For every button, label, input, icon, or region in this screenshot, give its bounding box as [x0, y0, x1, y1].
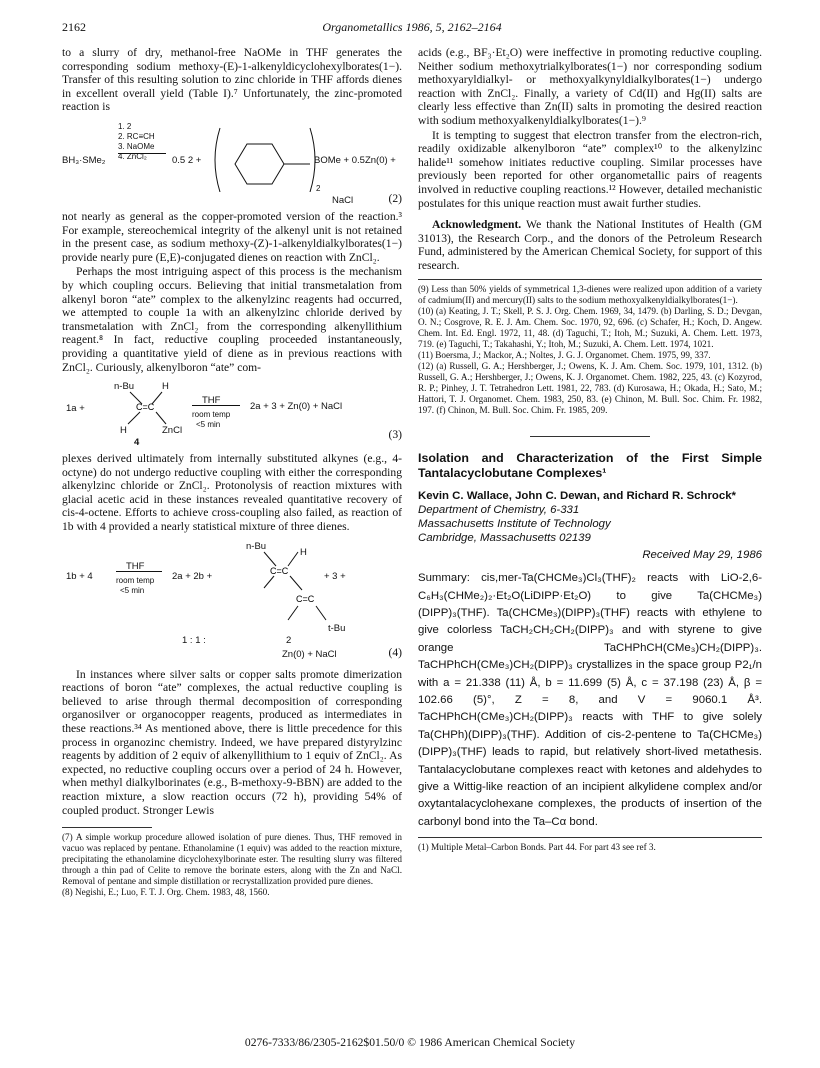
- paragraph: not nearly as general as the copper-promoted version of the reaction.³ For example, stereochemical integrity of the alkenyl unit is not retained in the present case, as sodium methoxy-(Z)-1-alkenyldialkylborates(1−) provide nearly pure (E,E)-conjugated dienes on reaction with ZnCl₂.: [62, 209, 402, 264]
- footnote: (8) Negishi, E.; Luo, F. T. J. Org. Chem. 1983, 48, 1560.: [62, 887, 270, 898]
- article-title: Isolation and Characterization of the First Simple Tantalacyclobutane Complexes¹: [418, 450, 762, 480]
- step: 2. RC≡CH: [118, 131, 155, 141]
- received-date: Received May 29, 1986: [642, 548, 762, 561]
- equation-4: [62, 540, 402, 658]
- eq4-mid: 2a + 2b +: [172, 570, 213, 582]
- equation-number: (4): [388, 645, 402, 659]
- eq2-reagent: BH₃·SMe₂: [62, 154, 106, 166]
- affiliation: Department of Chemistry, 6-331: [418, 503, 580, 516]
- ratio-value: 2: [286, 634, 292, 646]
- eq2-subscript: 2: [316, 183, 321, 193]
- article-summary: Summary: cis,mer-Ta(CHCMe₃)Cl₃(THF)₂ reacts with LiO-2,6-C₆H₃(CHMe₂)₂·Et₂O(LiDIPP·Et₂O) to give Ta(CHCMe₃)(DIPP)₃(THF). Ta(CHCMe₃)(DIPP)₃(THF) reacts with ethylene to give colorless TaCH₂CH₂CH₂(DIPP)₃ and with styrene to give orange TaCHPhCH(CMe₃)CH₂(DIPP)₃. TaCHPhCH(CMe₃)CH₂(DIPP)₃ crystallizes in the space group P2₁/n with a = 21.338 (11) Å, b = 11.699 (5) Å, c = 37.198 (23) Å, β = 102.66 (5)°, Z = 8, and V = 9060.1 Å³. TaCHPhCH(CMe₃)CH₂(DIPP)₃ reacts with THF to give solely Ta(CHPh)(DIPP)₃(THF). Addition of cis-2-pentene to Ta(CHCMe₃)(DIPP)₃(THF) leads to rapid, but relatively short-lived metathesis. Tantalacyclobutane complexes react with ketones and aldehydes to give a Wittig-like reaction of an incipient alkylidene complex and/or oxytantalacyclohexane complexes, the products of insertion of the carbonyl bond into the Ta–Cα bond.: [418, 572, 762, 828]
- h-label: H: [120, 425, 127, 437]
- eq4-plus3: + 3 +: [324, 570, 346, 582]
- condition-time: <5 min: [196, 420, 221, 430]
- zncl-label: ZnCl: [162, 425, 183, 437]
- n-butyl-label: n-Bu: [114, 381, 135, 393]
- right-column: [418, 46, 762, 853]
- diene-structure: [250, 548, 340, 628]
- h-label: H: [300, 546, 307, 558]
- footnote-divider: [62, 827, 152, 828]
- footnote: (12) (a) Russell, G. A.; Hershberger, J.; Owens, K. J. Am. Chem. Soc. 1979, 101, 1312. (b) Russell, G. A.; Hershberger, J.; Owens, K. J. Organomet. Chem. 1982, 225, 43. (c) Kozyrod, R. P.; Pinhey, J. T. Tetrahedron Lett. 1981, 22, 783. (d) Kurosawa, H.; Okada, H.; Sato, M.; Hattori, T. J. Organomet. Chem. 1983, 250, 83. (e) Chinon, M. Bull. Soc. Chim. Fr. 1982, 197. (f) Chinon, M. Bull. Soc. Chim. Fr. 1985, 209.: [418, 360, 762, 415]
- solvent: THF: [126, 560, 145, 572]
- paragraph: to a slurry of dry, methanol-free NaOMe in THF generates the corresponding sodium methoxy-(E)-1-alkenyldicyclohexylborates(1−). Transfer of this resulting solution to zinc chloride in THF affords dienes in excellent overall yield (Table I).⁷ Unfortunately, the zinc-promoted reaction is: [62, 46, 402, 114]
- page-footer: 0276-7333/86/2305-2162$01.50/0 © 1986 American Chemical Society: [244, 1036, 576, 1049]
- equation-number: (3): [388, 428, 402, 442]
- eq2-mid: 0.5 2 +: [172, 154, 202, 166]
- eq2-rhs: BOMe + 0.5Zn(0) +: [314, 154, 396, 166]
- acknowledgment-text: We thank the National Institutes of Health (GM 31013), the Research Corp., and the donors of the Petroleum Research Fund, administered by the American Chemical Society, for support of this research.: [418, 218, 762, 272]
- footnote-divider: [418, 837, 762, 838]
- left-column: [62, 46, 402, 898]
- compound-4-label: 4: [134, 437, 140, 449]
- equation-2: [62, 120, 402, 204]
- eq4-tail: Zn(0) + NaCl: [282, 648, 337, 660]
- footnote: (7) A simple workup procedure allowed isolation of pure dienes. Thus, THF removed in vacuo was replaced by pentane. Ethanolamine (1 equiv) was added to the reaction mixture, precipitating the ethanolamine dicyclohexylborinate ester. The resulting slurry was filtered through a thin pad of Celite to remove the borinate esters, along with the Zn and NaCl. Removal of pentane and simple distillation or recrystallization provided pure dienes.: [62, 832, 402, 887]
- condition-time: <5 min: [120, 585, 145, 595]
- eq4-lhs: 1b + 4: [66, 570, 93, 582]
- page-number: 2162: [62, 20, 86, 34]
- footnotes: [418, 284, 762, 416]
- n-butyl-label: n-Bu: [246, 540, 267, 552]
- footnote: (11) Boersma, J.; Mackor, A.; Noltes, J. G. J. Organomet. Chem. 1975, 99, 337.: [418, 349, 711, 360]
- footnote: (10) (a) Keating, J. T.; Skell, P. S. J. Org. Chem. 1969, 34, 1479. (b) Darling, S. D.; Devgan, O. N.; Cosgrove, R. E. J. Am. Chem. Soc. 1970, 92, 696. (c) Schafer, H.; Koch, D. Angew. Chem. Int. Ed. Engl. 1972, 11, 48. (d) Taguchi, T.; Itoh, M.; Suzuki, A. Chem. Lett. 1973, 719. (e) Taguchi, T.; Takahashi, Y.; Itoh, M.; Suzuki, A. Chem. Lett. 1974, 1021.: [418, 305, 762, 349]
- dicyclohexyl-structure: [212, 122, 322, 192]
- paragraph: acids (e.g., BF₃·Et₂O) were ineffective in promoting reductive coupling. Neither sodium methoxytrialkylborates(1−) nor corresponding sodium methoxyaryldialkyl- or methoxyalkynyldialkylborates(1−) undergo reaction with ZnCl₂. Finally, a variety of Cd(II) and Hg(II) salts are clearly less effective than Zn(II) salts in promoting the desired reaction with sodium methoxyalkenyldialkylborates(1−).⁹: [418, 46, 762, 127]
- journal-citation: Organometallics 1986, 5, 2162–2164: [322, 20, 502, 34]
- eq2-steps: [118, 122, 155, 162]
- step: 1. 2: [118, 121, 132, 131]
- solvent: THF: [202, 395, 221, 407]
- footnote-divider: [418, 279, 762, 280]
- affiliation: Massachusetts Institute of Technology: [418, 517, 611, 530]
- footnotes: [418, 842, 762, 853]
- t-butyl-label: t-Bu: [328, 622, 346, 634]
- eq3-lhs: 1a +: [66, 403, 85, 415]
- step: 4. ZnCl₂: [118, 151, 147, 161]
- equation-number: (2): [388, 191, 402, 205]
- footnote: (9) Less than 50% yields of symmetrical 1,3-dienes were realized upon addition of a variety of cadmium(II) and mercury(II) salts to the sodium methoxyalkenyldialkylborates(1−).: [418, 283, 762, 305]
- step: 3. NaOMe: [118, 141, 155, 151]
- svg-text:C=C: C=C: [270, 565, 289, 576]
- equation-3: [62, 380, 402, 449]
- article-separator: [530, 436, 650, 437]
- condition: room temp: [192, 410, 231, 420]
- reaction-arrow: [118, 153, 166, 154]
- condition: room temp: [116, 575, 155, 585]
- paragraph: It is tempting to suggest that electron transfer from the electron-rich, readily oxidizable alkenylboron “ate” complex¹⁰ to the alkenylzinc halide¹¹ somehow initiates reductive coupling. Similar processes have previously been reported for other organometallic pairs of reagents involved in reductive coupling reactions.¹² However, detailed mechanistic postulates for this unique reaction must await further studies.: [418, 128, 762, 210]
- footnotes: [62, 832, 402, 898]
- acknowledgment-heading: Acknowledgment.: [432, 218, 522, 232]
- svg-text:C=C: C=C: [296, 593, 315, 604]
- paragraph: In instances where silver salts or copper salts promote dimerization reactions of boron “ate” complexes, the actual reductive coupling is believed to arise through thermal decomposition of corresponding organosilver or organocopper reagents, produced as intermediates in these reactions.³⁴ As mentioned above, there is little precedence for this process in organozinc chemistry. Indeed, we have prepared distyrylzinc reagents by addition of 2 equiv of alkenyllithium to 1 equiv of ZnCl₂. As expected, no reductive coupling occurs over a period of 24 h. However, when methyl dialkylborinates (e.g., B-methoxy-9-BBN) are added to the reaction mixture, a slow reaction occurs (72 h), providing 54% of coupled product. Stronger Lewis: [62, 667, 402, 817]
- h-label: H: [162, 381, 169, 393]
- product-ratio: 1 : 1 :: [182, 634, 206, 646]
- svg-text:C=C: C=C: [136, 402, 155, 413]
- affiliation: Cambridge, Massachusetts 02139: [418, 531, 591, 544]
- alkenyl-structure: [122, 388, 182, 428]
- paragraph: Perhaps the most intriguing aspect of this process is the mechanism by which coupling occurs. Believing that initial transmetalation from alkenyl boron “ate” complex to the alkenylzinc reagents had occurred, we attempted to couple 1a with an alkenylzinc chloride derived by transmetalation with ZnCl₂ from the corresponding alkenyllithium reagent.⁸ In fact, reductive coupling proceeded instantaneously, providing a quantitative yield of diene as in previous reactions with ZnCl₂. Curiously, alkenylboron “ate” com-: [62, 265, 402, 374]
- reaction-arrow: [192, 405, 240, 406]
- eq2-nacl: NaCl: [332, 194, 354, 206]
- footnote: (1) Multiple Metal–Carbon Bonds. Part 44. For part 43 see ref 3.: [418, 842, 656, 853]
- paragraph: plexes derived ultimately from internally substituted alkynes (e.g., 4-octyne) do not undergo reductive coupling with either the corresponding alkenylzinc chloride or ZnCl₂. Protonolysis of reaction mixtures with glacial acetic acid in these instances revealed quantitative recovery of cis-4-octene. Efforts to achieve cross-coupling also failed, as reaction of 1b with 4 provided a nearly statistical mixture of three dienes.: [62, 452, 402, 534]
- article-authors: Kevin C. Wallace, John C. Dewan, and Richard R. Schrock*: [418, 489, 736, 502]
- reaction-arrow: [116, 571, 162, 572]
- eq3-rhs: 2a + 3 + Zn(0) + NaCl: [250, 401, 343, 413]
